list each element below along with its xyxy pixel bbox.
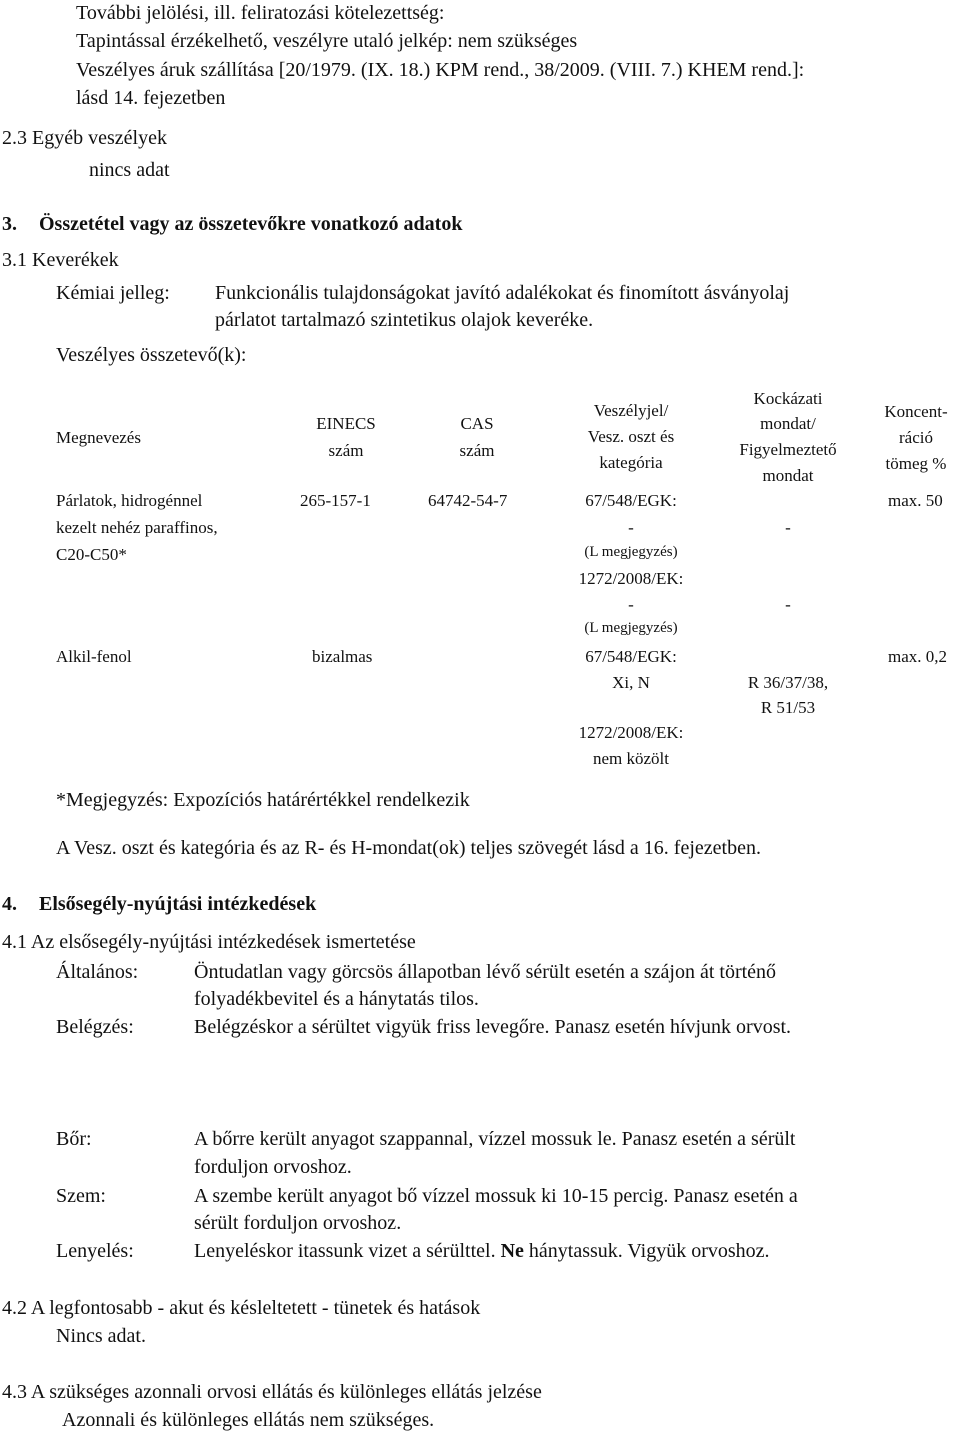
chemical-nature-value: Funkcionális tulajdonságokat javító adalékokat és finomított ásványolaj [215,282,790,304]
footnote: *Megjegyzés: Expozíciós határértékkel rendelkezik [56,789,470,811]
skin-text: A bőrre került anyagot szappannal, vízzel mossuk le. Panasz esetén a sérült [194,1128,796,1150]
general-label: Általános: [56,961,139,983]
general-text: Öntudatlan vagy görcsös állapotban lévő sérült esetén a szájon át történő [194,961,777,983]
hazardous-components-label: Veszélyes összetevő(k): [56,344,247,366]
skin-text-cont: forduljon orvoshoz. [194,1156,352,1178]
header-conc-line2: ráció [899,428,933,447]
chemical-nature-label: Kémiai jelleg: [56,282,170,304]
row2-conc: max. 0,2 [888,647,948,666]
row2-name: Alkil-fenol [56,647,132,666]
other-hazards-title: 2.3 Egyéb veszélyek [2,127,167,149]
row1-name-line2: kezelt nehéz paraffinos, [56,518,218,537]
row1-name-line1: Párlatok, hidrogénnel [56,491,203,510]
row2-dsd-class: Xi, N [612,673,650,692]
header-einecs: EINECS [316,414,376,433]
header-risk-line1: Kockázati [753,389,823,408]
row1-dsd-risk: - [785,518,791,537]
general-text-cont: folyadékbevitel és a hánytatás tilos. [194,988,479,1010]
header-risk-line2: mondat/ [760,414,816,433]
ingestion-label: Lenyelés: [56,1240,134,1262]
row2-einecs: bizalmas [312,647,373,666]
header-class-line3: kategória [599,453,663,472]
other-hazards-value: nincs adat [89,159,170,181]
eye-text: A szembe került anyagot bő vízzel mossuk ki 10-15 percig. Panasz esetén a [194,1185,798,1207]
header-einecs-sub: szám [328,441,364,460]
header-conc-line1: Koncent- [884,402,948,421]
other-labeling-text: További jelölési, ill. feliratozási kötelezettség: [76,2,445,24]
section4-number: 4. [2,893,17,915]
row2-dsd-risk-line2: R 51/53 [760,698,816,717]
tactile-warning-text: Tapintással érzékelhető, veszélyre utaló jelkép: nem szükséges [76,30,578,52]
row1-cas: 64742-54-7 [428,491,508,510]
skin-label: Bőr: [56,1128,92,1150]
section3-number: 3. [2,213,17,235]
ingestion-text-emphasis: Ne [500,1240,524,1262]
header-cas-sub: szám [459,441,495,460]
row2-dsd-label: 67/548/EGK: [585,647,677,666]
row2-clp-class: nem közölt [592,749,669,768]
medical-attention-title: 4.3 A szükséges azonnali orvosi ellátás és különleges ellátás jelzése [2,1381,542,1403]
symptoms-value: Nincs adat. [56,1325,146,1347]
header-risk-line4: mondat [762,466,814,485]
header-cas: CAS [460,414,494,433]
row1-clp-note: (L megjegyzés) [584,620,678,636]
header-risk-line3: Figyelmeztető [739,440,837,459]
symptoms-title: 4.2 A legfontosabb - akut és késleltetett - tünetek és hatások [2,1297,481,1319]
first-aid-subtitle: 4.1 Az elsősegély-nyújtási intézkedések ismertetése [2,931,416,953]
chemical-nature-value-cont: párlatot tartalmazó szintetikus olajok keveréke. [215,309,594,331]
eye-label: Szem: [56,1185,106,1207]
row1-conc: max. 50 [888,491,943,510]
fulltext-reference: A Vesz. oszt és kategória és az R- és H-mondat(ok) teljes szövegét lásd a 16. fejezetben. [56,837,761,859]
row1-dsd-note: (L megjegyzés) [584,544,678,560]
row2-clp-label: 1272/2008/EK: [578,723,684,742]
row1-dsd-class: - [628,518,634,537]
header-name: Megnevezés [56,428,141,447]
transport-text: Veszélyes áruk szállítása [20/1979. (IX. 18.) KPM rend., 38/2009. (VIII. 7.) KHEM rend.]: [76,59,805,81]
header-class-line2: Vesz. oszt és [587,427,675,446]
section4-title: Elsősegély-nyújtási intézkedések [39,893,317,915]
row1-einecs: 265-157-1 [300,491,371,510]
row2-dsd-risk-line1: R 36/37/38, [747,673,829,692]
ingestion-text [194,1239,770,1263]
header-conc-line3: tömeg % [885,454,947,473]
row1-clp-risk: - [785,595,791,614]
ingestion-text-part2: hánytassuk. Vigyük orvoshoz. [523,1240,770,1262]
inhalation-text: Belégzéskor a sérültet vigyük friss levegőre. Panasz esetén hívjunk orvost. [194,1016,792,1038]
inhalation-label: Belégzés: [56,1016,134,1038]
section3-title: Összetétel vagy az összetevőkre vonatkozó adatok [39,213,463,235]
eye-text-cont: sérült forduljon orvoshoz. [194,1212,402,1234]
row1-name-line3: C20-C50* [56,545,127,564]
ingestion-text-part1: Lenyeléskor itassunk vizet a sérülttel. [194,1240,501,1262]
medical-attention-value: Azonnali és különleges ellátás nem szükséges. [62,1409,435,1431]
row1-clp-class: - [628,595,634,614]
header-class-line1: Veszélyjel/ [593,401,669,420]
mixtures-title: 3.1 Keverékek [2,249,119,271]
row1-clp-label: 1272/2008/EK: [578,569,684,588]
transport-text-cont: lásd 14. fejezetben [76,87,226,109]
row1-dsd-label: 67/548/EGK: [585,491,677,510]
